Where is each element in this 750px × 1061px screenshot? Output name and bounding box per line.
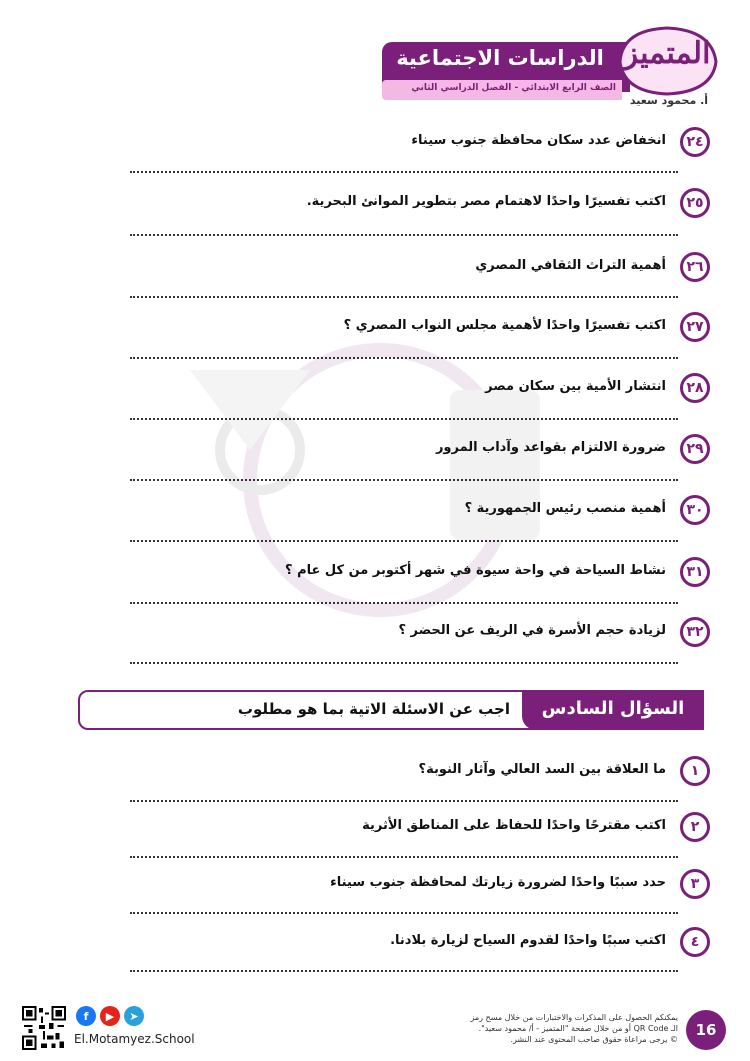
- question-item: [130, 756, 710, 786]
- question-item: [130, 188, 710, 218]
- question-text: اكتب مقترحًا واحدًا للحفاظ على المناطق الأثرية: [362, 818, 666, 833]
- question-text: ما العلاقة بين السد العالي وآثار النوبة؟: [418, 762, 666, 777]
- footer-note: [420, 1012, 678, 1045]
- question-item: [130, 812, 710, 842]
- question-number: ٢٤: [680, 127, 710, 157]
- question-text: اكتب تفسيرًا واحدًا لأهمية مجلس النواب المصري ؟: [343, 318, 666, 333]
- question-item: [130, 252, 710, 282]
- answer-line[interactable]: [130, 296, 678, 298]
- qr-code-icon[interactable]: [22, 1006, 66, 1050]
- logo-text: المتميز: [623, 36, 711, 71]
- page-title: الدراسات الاجتماعية: [396, 46, 604, 70]
- question-item: [130, 434, 710, 464]
- footer-note-line: يمكنكم الحصول على المذكرات والاختبارات من خلال مسح رمز: [470, 1013, 678, 1022]
- question-item: [130, 557, 710, 587]
- question-number: ٢٩: [680, 434, 710, 464]
- question-item: [130, 312, 710, 342]
- answer-line[interactable]: [130, 479, 678, 481]
- section-title: السؤال السادس: [541, 698, 685, 719]
- answer-line[interactable]: [130, 234, 678, 236]
- question-number: ٣٠: [680, 495, 710, 525]
- question-item: [130, 127, 710, 157]
- facebook-icon[interactable]: f: [76, 1006, 96, 1026]
- question-number: ٤: [680, 927, 710, 957]
- answer-line[interactable]: [130, 357, 678, 359]
- answer-line[interactable]: [130, 800, 678, 802]
- answer-line[interactable]: [130, 912, 678, 914]
- question-text: انخفاض عدد سكان محافظة جنوب سيناء: [411, 133, 666, 148]
- question-text: اكتب تفسيرًا واحدًا لاهتمام مصر بتطوير الموانئ البحرية.: [306, 194, 666, 209]
- page-subtitle: الصف الرابع الابتدائي - الفصل الدراسي الثاني: [411, 83, 616, 93]
- question-number: ٣: [680, 869, 710, 899]
- question-item: [130, 373, 710, 403]
- question-text: حدد سببًا واحدًا لضرورة زيارتك لمحافظة جنوب سيناء: [330, 875, 666, 890]
- question-number: ٣٢: [680, 617, 710, 647]
- author-name: أ. محمود سعيد: [629, 94, 709, 107]
- question-text: نشاط السياحة في واحة سيوة في شهر أكتوبر من كل عام ؟: [285, 563, 666, 578]
- answer-line[interactable]: [130, 418, 678, 420]
- question-text: أهمية التراث الثقافي المصري: [475, 258, 666, 273]
- question-number: ٣١: [680, 557, 710, 587]
- social-links: [76, 1006, 144, 1026]
- section-title-tab: [522, 690, 704, 730]
- question-number: ١: [680, 756, 710, 786]
- telegram-icon[interactable]: ➤: [124, 1006, 144, 1026]
- youtube-icon[interactable]: ▶: [100, 1006, 120, 1026]
- question-text: انتشار الأمية بين سكان مصر: [485, 379, 666, 394]
- footer-note-line: © يرجى مراعاة حقوق صاحب المحتوى عند النشر.: [510, 1035, 678, 1044]
- question-number: ٢٥: [680, 188, 710, 218]
- answer-line[interactable]: [130, 662, 678, 664]
- answer-line[interactable]: [130, 856, 678, 858]
- question-number: ٢٦: [680, 252, 710, 282]
- answer-line[interactable]: [130, 171, 678, 173]
- question-text: أهمية منصب رئيس الجمهورية ؟: [464, 501, 666, 516]
- page-number: 16: [686, 1010, 726, 1050]
- section-prompt: اجب عن الاسئلة الاتية بما هو مطلوب: [237, 700, 510, 718]
- header-subtitle-bar: [382, 80, 622, 100]
- answer-line[interactable]: [130, 970, 678, 972]
- footer-note-line: الـ QR Code أو من خلال صفحة "المتميز - أ/ محمود سعيد".: [478, 1024, 678, 1033]
- question-text: ضرورة الالتزام بقواعد وآداب المرور: [435, 440, 666, 455]
- question-number: ٢٨: [680, 373, 710, 403]
- question-number: ٢٧: [680, 312, 710, 342]
- answer-line[interactable]: [130, 540, 678, 542]
- question-text: لزيادة حجم الأسرة في الريف عن الحضر ؟: [398, 623, 666, 638]
- question-item: [130, 869, 710, 899]
- answer-line[interactable]: [130, 602, 678, 604]
- question-item: [130, 495, 710, 525]
- question-item: [130, 927, 710, 957]
- question-item: [130, 617, 710, 647]
- website-link[interactable]: El.Motamyez.School: [74, 1032, 195, 1046]
- brand-logo: [612, 22, 722, 100]
- question-number: ٢: [680, 812, 710, 842]
- question-text: اكتب سببًا واحدًا لقدوم السياح لزيارة بلادنا.: [390, 933, 666, 948]
